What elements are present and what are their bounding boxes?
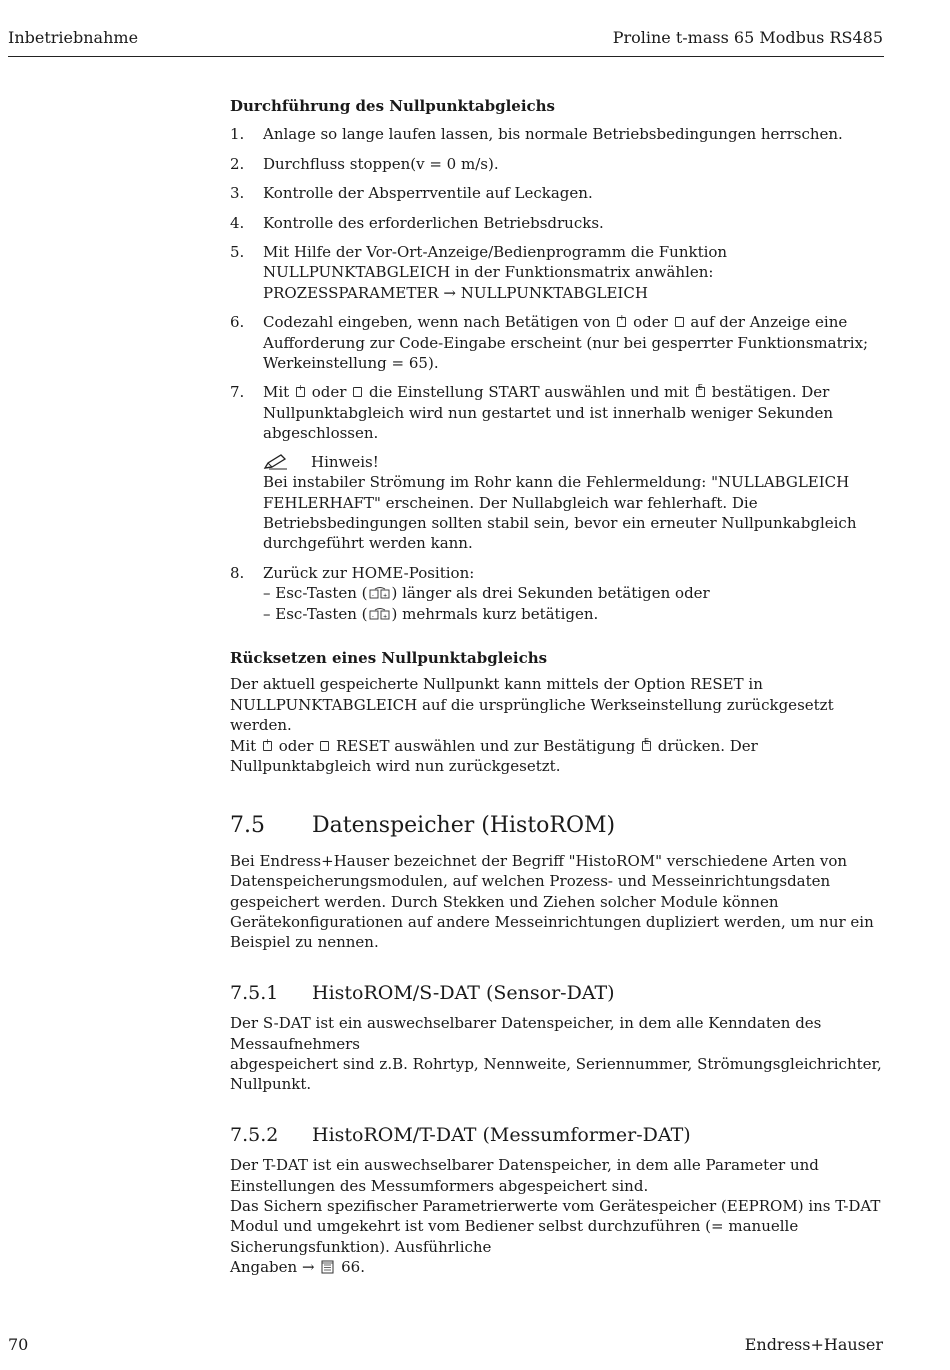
step-text: Anlage so lange laufen lassen, bis normale Betriebsbedingungen herrschen.	[263, 125, 843, 144]
step-number: 1.	[230, 125, 245, 144]
arrow-right-icon: →	[443, 283, 456, 302]
menu-path-group: PROZESSPARAMETER	[263, 283, 439, 302]
plus-key-icon	[296, 387, 305, 397]
section-title: Datenspeicher (HistoROM)	[312, 813, 616, 839]
footer-brand: Endress+Hauser	[744, 1335, 883, 1354]
step-number: 7.	[230, 383, 245, 402]
minus-key-icon	[675, 317, 684, 327]
menu-path-function: NULLPUNKTABGLEICH	[460, 283, 648, 302]
note-box	[263, 452, 884, 554]
step-number: 8.	[230, 563, 245, 582]
esc-key-icon	[369, 608, 391, 620]
page-reference-icon	[321, 1260, 334, 1274]
list-item	[230, 563, 884, 624]
list-item	[230, 154, 884, 174]
step-text: oder	[633, 313, 668, 332]
step-text: Mit Hilfe der Vor-Ort-Anzeige/Bedienprogramm die Funktion NULLPUNKTABGLEICH in der Funktionsmatrix anwählen:	[263, 243, 728, 282]
step-text: ) mehrmals kurz betätigen.	[391, 604, 599, 623]
step-text: oder	[311, 383, 347, 402]
list-item	[230, 312, 884, 373]
pencil-note-icon	[263, 454, 289, 470]
step-text: – Esc-Tasten (	[263, 604, 368, 623]
section-paragraph: Das Sichern spezifischer Parametrierwerte vom Gerätespeicher (EEPROM) ins T-DAT Modul und umgekehrt ist vom Bediener selbst durchzuführen (= manuelle Sicherungsfunktion). Ausführliche	[230, 1197, 881, 1256]
list-item	[230, 124, 884, 144]
minus-key-icon	[320, 741, 329, 751]
step-number: 4.	[230, 213, 245, 232]
step-text: ) länger als drei Sekunden betätigen oder	[391, 584, 710, 603]
step-text: Zurück zur HOME-Position:	[263, 563, 475, 582]
body-text: RESET auswählen und zur Bestätigung	[336, 736, 636, 755]
menu-path	[263, 283, 884, 303]
section-title: HistoROM/T-DAT (Messumformer-DAT)	[312, 1123, 691, 1146]
step-text: – Esc-Tasten (	[263, 584, 368, 603]
step-text: auf der Anzeige eine Aufforderung zur Code-Eingabe erscheint (nur bei gesperrter Funktionsmatrix; Werkeinstellung = 65).	[263, 313, 869, 373]
plus-key-icon	[263, 741, 272, 751]
step-text: Mit	[263, 383, 290, 402]
list-item	[230, 382, 884, 553]
plus-key-icon	[617, 317, 626, 327]
step-text: Codezahl eingeben, wenn nach Betätigen von	[263, 313, 611, 332]
esc-key-icon	[369, 587, 391, 599]
list-item	[230, 183, 884, 203]
esc-instruction	[263, 583, 884, 603]
svg-text:+: +	[382, 613, 387, 620]
enter-key-icon	[696, 387, 705, 397]
reset-paragraph: Der aktuell gespeicherte Nullpunkt kann mittels der Option RESET in NULLPUNKTABGLEICH auf die ursprüngliche Werkseinstellung zurückgesetzt werden.	[230, 675, 834, 735]
page-content	[230, 96, 884, 1278]
body-text: oder	[278, 736, 314, 755]
reset-heading: Rücksetzen eines Nullpunktabgleichs	[230, 648, 548, 667]
svg-text:-: -	[371, 613, 374, 620]
svg-text:+: +	[382, 593, 387, 600]
section-heading-7-5-2	[230, 1125, 884, 1145]
enter-key-icon	[642, 741, 651, 751]
section-number: 7.5.2	[230, 1123, 279, 1146]
svg-text:-: -	[371, 593, 374, 600]
body-text: drücken. Der Nullpunktabgleich wird nun zurückgesetzt.	[230, 736, 758, 775]
section-heading-7-5-1	[230, 983, 884, 1003]
step-text: Durchfluss stoppen(v = 0 m/s).	[263, 154, 499, 173]
section-paragraph: abgespeichert sind z.B. Rohrtyp, Nennweite, Seriennummer, Strömungsgleichrichter, Nullpunkt.	[230, 1055, 882, 1094]
header-section-title: Inbetriebnahme	[8, 28, 139, 47]
note-title: Hinweis!	[311, 452, 379, 471]
section-title: HistoROM/S-DAT (Sensor-DAT)	[312, 981, 615, 1004]
section-heading-7-5	[230, 813, 884, 839]
step-text: Kontrolle des erforderlichen Betriebsdrucks.	[263, 213, 604, 232]
section-paragraph: Der T-DAT ist ein auswechselbarer Datenspeicher, in dem alle Parameter und Einstellungen des Messumformers abgespeichert sind.	[230, 1156, 819, 1195]
step-text: bestätigen. Der Nullpunktabgleich wird nun gestartet und ist innerhalb weniger Sekunden abgeschlossen.	[263, 383, 834, 443]
section-paragraph: Der S-DAT ist ein auswechselbarer Datenspeicher, in dem alle Kenndaten des Messaufnehmers	[230, 1014, 822, 1053]
zero-adjust-heading: Durchführung des Nullpunktabgleichs	[230, 97, 555, 115]
list-item	[230, 213, 884, 233]
page-reference	[230, 1257, 884, 1277]
header-product-name: Proline t-mass 65 Modbus RS485	[612, 28, 883, 47]
body-text: 66.	[341, 1258, 365, 1277]
body-text: Mit	[230, 736, 257, 755]
header-rule	[8, 56, 884, 57]
minus-key-icon	[353, 387, 362, 397]
arrow-right-icon: →	[301, 1258, 315, 1277]
section-number: 7.5.1	[230, 981, 279, 1004]
step-text: Kontrolle der Absperrventile auf Leckagen.	[263, 184, 593, 203]
note-header	[263, 452, 884, 472]
section-number: 7.5	[230, 813, 265, 839]
list-item	[230, 242, 884, 303]
section-paragraph: Bei Endress+Hauser bezeichnet der Begriff "HistoROM" verschiedene Arten von Datenspeicherungsmodulen, auf welchen Prozess- und Messeinrichtungsdaten gespeichert werden. Durch Stekken und Ziehen solcher Module können Gerätekonfigurationen auf andere Messeinrichtungen dupliziert werden, um nur ein Beispiel zu nennen.	[230, 851, 874, 952]
step-number: 6.	[230, 313, 245, 332]
zero-adjust-steps	[230, 124, 884, 624]
step-text: die Einstellung START auswählen und mit	[369, 383, 690, 402]
reset-instruction	[230, 736, 884, 777]
step-number: 5.	[230, 243, 245, 262]
page-number: 70	[8, 1335, 29, 1354]
note-text: Bei instabiler Strömung im Rohr kann die Fehlermeldung: "NULLABGLEICH FEHLERHAFT" erscheinen. Der Nullabgleich war fehlerhaft. Die Betriebsbedingungen sollten stabil sein, bevor ein erneuter Nullpunkabgleich durchgeführt werden kann.	[263, 473, 857, 553]
step-number: 3.	[230, 184, 245, 203]
esc-instruction	[263, 604, 884, 624]
body-text: Angaben	[230, 1258, 298, 1277]
step-number: 2.	[230, 154, 245, 173]
